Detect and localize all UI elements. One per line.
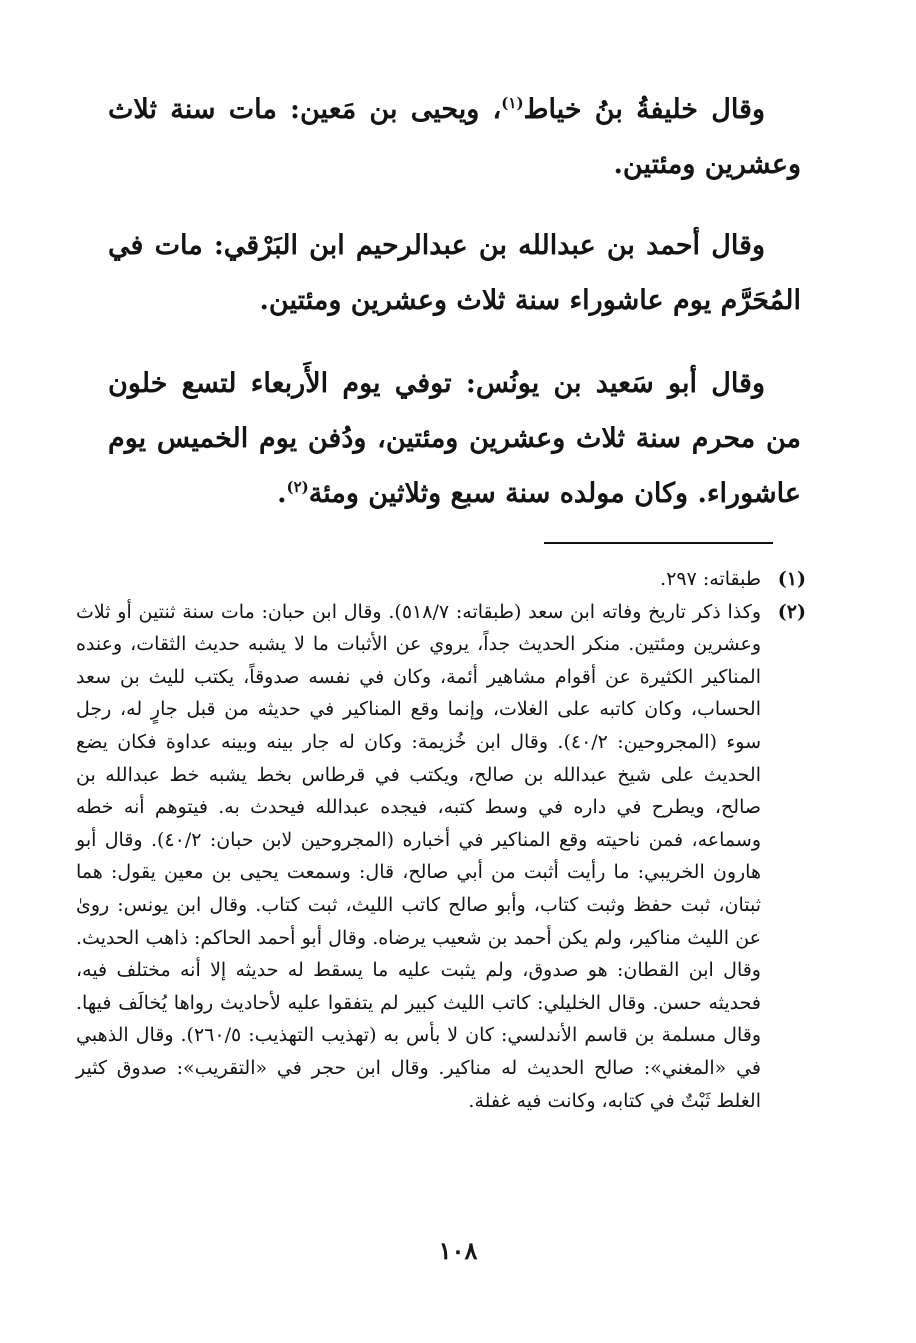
paragraph-text: وقال أحمد بن عبدالله بن عبدالرحيم ابن البَرْقي: مات في المُحَرَّم يوم عاشوراء سنة ثلاث وعشرين ومئتين. bbox=[108, 230, 801, 316]
footnote bbox=[76, 563, 806, 596]
paragraph-text: ، ويحيى بن مَعين: مات سنة ثلاث وعشرين ومئتين. bbox=[108, 94, 801, 180]
footnote-number: (٢) bbox=[777, 600, 806, 623]
paragraph-text: وقال خليفةُ بنُ خياط bbox=[523, 94, 765, 125]
footnote-number: (١) bbox=[777, 568, 806, 590]
footnote-marker: (١) bbox=[501, 94, 524, 112]
page-number: ١٠٨ bbox=[438, 1236, 478, 1265]
footnotes bbox=[76, 563, 806, 1117]
footnote bbox=[76, 596, 806, 1118]
footnote-text: وكذا ذكر تاريخ وفاته ابن سعد (طبقاته: ٥١٨/٧). وقال ابن حبان: مات سنة ثنتين أو ثلاث وعشرين ومئتين. منكر الحديث جداً، يروي عن الأثبات ما لا يشبه حديث الثقات، وعنده المناكير الكثيرة عن أقوام مشاهير أئمة، وكان في نفسه صدوقاً، يكتب لليث بن سعد الحساب، وكان كاتبه على الغلات، وإنما وقع المناكير في حديثه من قبل جارٍ له، رجل سوء (المجروحين: ٤٠/٢). وقال ابن خُزيمة: وكان له جار بينه وبينه عداوة فكان يضع الحديث على شيخ عبدالله بن صالح، ويكتب في قرطاس بخط يشبه خط عبدالله بن صالح، ويطرح في داره في وسط كتبه، فيجده عبدالله فيحدث به. فيتوهم أنه خطه وسماعه، فمن ناحيته وقع المناكير في أخباره (المجروحين لابن حبان: ٤٠/٢). وقال أبو هارون الخريبي: ما رأيت أثبت من أبي صالح، قال: وسمعت يحيى بن معين يقول: هما ثبتان، ثبت حفظ وثبت كتاب، وأبو صالح كاتب الليث، ثبت كتاب. وقال ابن يونس: روىٰ عن الليث مناكير، ولم يكن أحمد بن شعيب يرضاه. وقال أبو أحمد الحاكم: ذاهب الحديث. وقال ابن القطان: هو صدوق، ولم يثبت عليه ما يسقط له حديثه إلا أنه مختلف فيه، فحديثه حسن. وقال الخليلي: كاتب الليث كبير لم يتفقوا عليه لأحاديث رواها يُخالَف فيها. وقال مسلمة بن قاسم الأندلسي: كان لا بأس به (تهذيب التهذيب: ٢٦٠/٥). وقال الذهبي في «المغني»: صالح الحديث له مناكير. وقال ابن حجر في «التقريب»: صدوق كثير الغلط ثَبْتٌ في كتابه، وكانت فيه غفلة. bbox=[76, 600, 762, 1112]
footnote-separator bbox=[544, 542, 773, 544]
paragraph-text: وقال أبو سَعيد بن يونُس: توفي يوم الأَربعاء لتسع خلون من محرم سنة ثلاث وعشرين ومئتين، ودُفن يوم الخميس يوم عاشوراء. وكان مولده سنة سبع وثلاثين ومئة bbox=[108, 368, 801, 509]
body-paragraph bbox=[108, 218, 801, 328]
body-paragraph bbox=[108, 356, 801, 521]
footnote-marker: (٢) bbox=[286, 478, 309, 496]
footnote-text: طبقاته: ٢٩٧. bbox=[660, 568, 761, 590]
body-paragraph bbox=[108, 82, 801, 192]
paragraph-tail: . bbox=[277, 478, 287, 509]
